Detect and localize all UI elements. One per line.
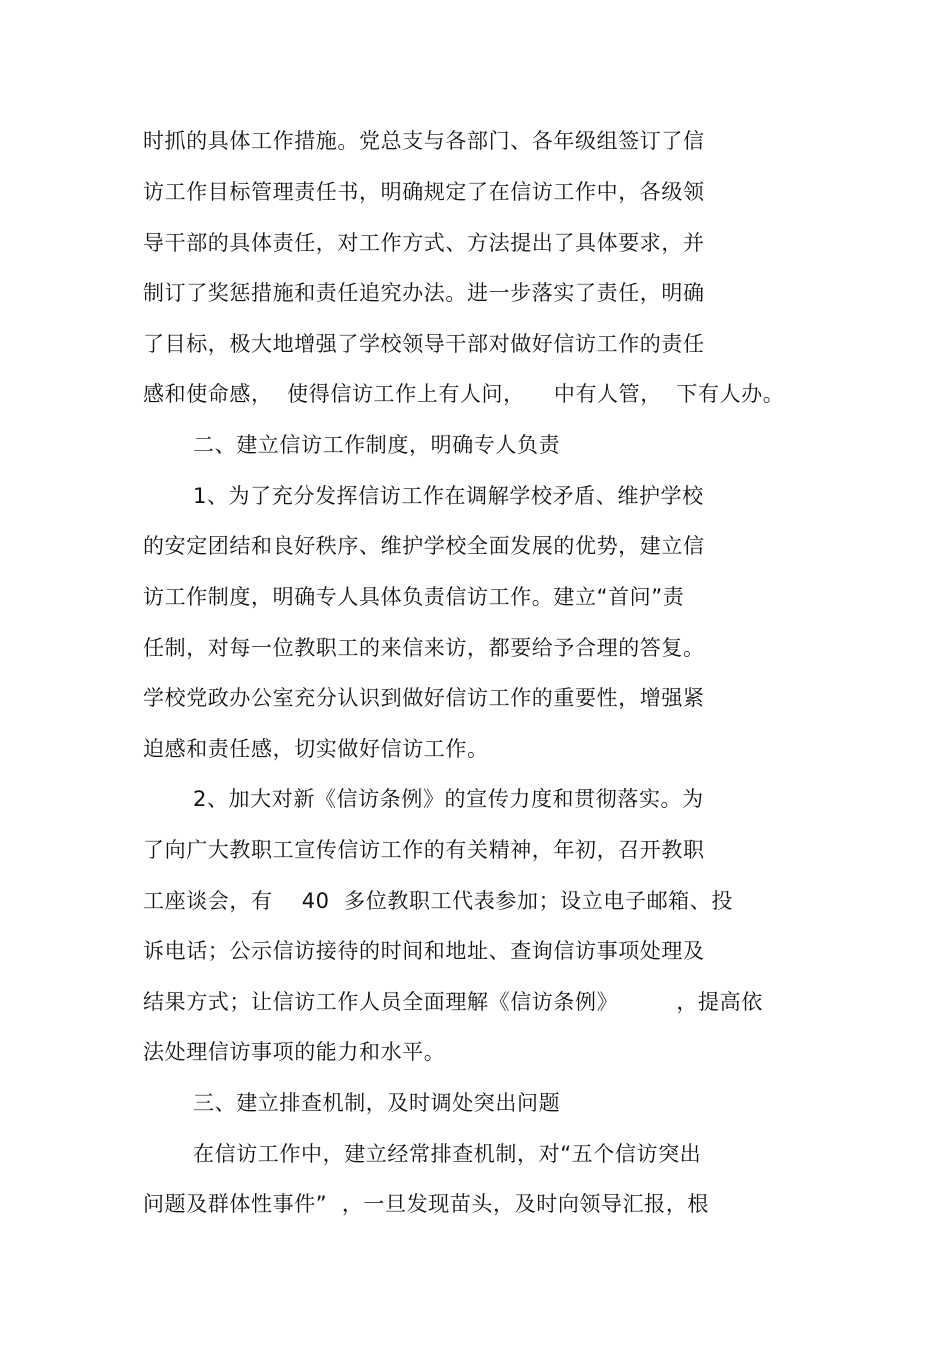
text-line: 任制，对每一位教职工的来信来访，都要给予合理的答复。 bbox=[143, 636, 705, 660]
text-line: 问题及群体性事件” ，一旦发现苗头，及时向领导汇报，根 bbox=[143, 1192, 710, 1216]
text-line: 在信访工作中，建立经常排查机制，对“五个信访突出 bbox=[193, 1142, 702, 1166]
text-line: 访工作目标管理责任书，明确规定了在信访工作中，各级领 bbox=[143, 180, 705, 204]
text-line: 工座谈会，有 40 多位教职工代表参加；设立电子邮箱、投 bbox=[143, 889, 733, 913]
text-line: 诉电话；公示信访接待的时间和地址、查询信访事项处理及 bbox=[143, 939, 705, 963]
text-line: 了向广大教职工宣传信访工作的有关精神，年初，召开教职 bbox=[143, 838, 705, 862]
text-line: 法处理信访事项的能力和水平。 bbox=[143, 1040, 446, 1064]
text-line: 迫感和责任感，切实做好信访工作。 bbox=[143, 737, 489, 761]
text-line: 访工作制度，明确专人具体负责信访工作。建立“首问”责 bbox=[143, 585, 685, 609]
section-heading: 二、建立信访工作制度，明确专人负责 bbox=[193, 433, 561, 457]
text-line: 时抓的具体工作措施。党总支与各部门、各年级组签订了信 bbox=[143, 129, 705, 153]
text-line: 感和使命感， 使得信访工作上有人问， 中有人管， 下有人办。 bbox=[143, 382, 785, 406]
text-line: 了目标，极大地增强了学校领导干部对做好信访工作的责任 bbox=[143, 332, 705, 356]
text-line: 1、为了充分发挥信访工作在调解学校矛盾、维护学校 bbox=[193, 484, 704, 508]
text-line: 学校党政办公室充分认识到做好信访工作的重要性，增强紧 bbox=[143, 686, 705, 710]
text-line: 结果方式；让信访工作人员全面理解《信访条例》 ，提高依 bbox=[143, 990, 763, 1014]
text-line: 导干部的具体责任，对工作方式、方法提出了具体要求，并 bbox=[143, 231, 705, 255]
text-line: 制订了奖惩措施和责任追究办法。进一步落实了责任，明确 bbox=[143, 281, 705, 305]
section-heading: 三、建立排查机制，及时调处突出问题 bbox=[193, 1091, 561, 1115]
text-line: 的安定团结和良好秩序、维护学校全面发展的优势，建立信 bbox=[143, 534, 705, 558]
text-line: 2、加大对新《信访条例》的宣传力度和贯彻落实。为 bbox=[193, 787, 704, 811]
